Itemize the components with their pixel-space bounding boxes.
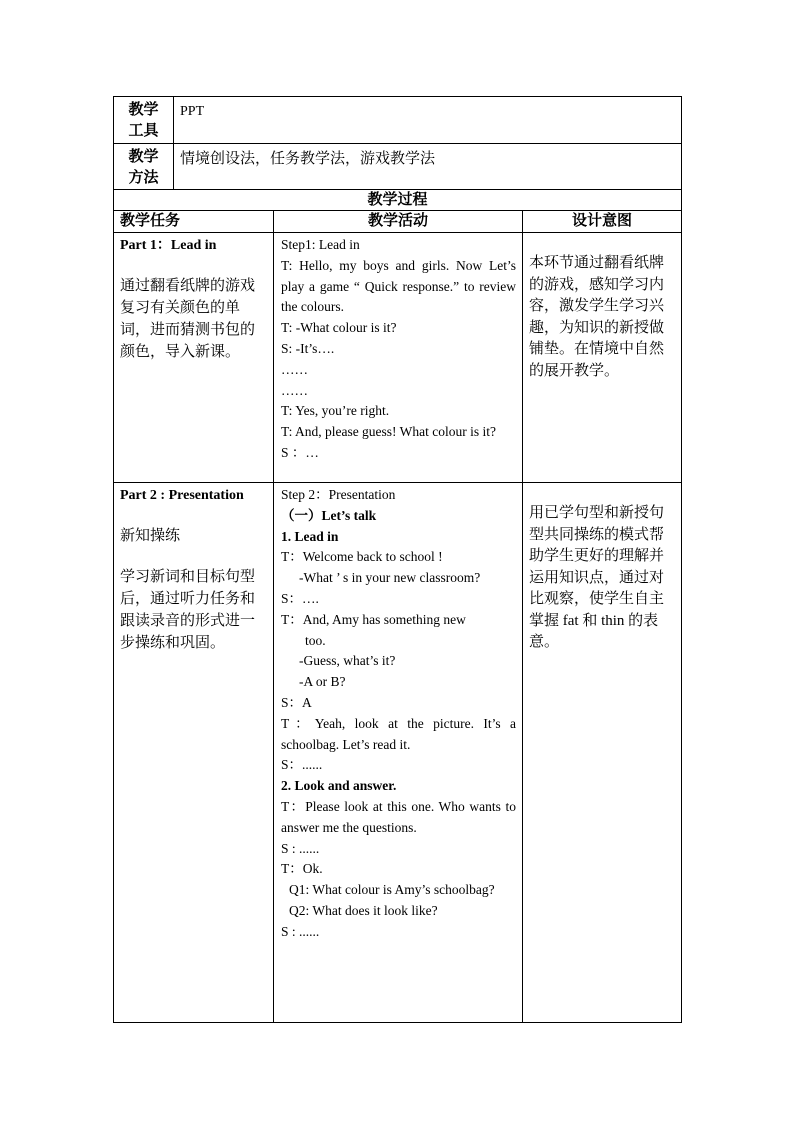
activity-line: T：Please look at this one. Who wants to answer me the questions. <box>281 798 516 835</box>
activity-line: Q2: What does it look like? <box>289 902 438 918</box>
activity-line: S：A <box>281 694 312 710</box>
part2-row <box>114 483 682 1023</box>
activity-line: T: -What colour is it? <box>281 320 397 336</box>
activity-line: T：Ok. <box>281 861 323 877</box>
methods-label: 教学 方法 <box>114 144 174 190</box>
methods-value: 情境创设法，任务教学法，游戏教学法 <box>174 144 682 190</box>
activity-line: Step1: Lead in <box>281 237 360 252</box>
activity-line: Step 2：Presentation <box>281 487 396 502</box>
part1-intent-cell: 本环节通过翻看纸牌的游戏，感知学习内容，激发学生学习兴趣，为知识的新授做铺垫。在情境中自然的展开教学。 <box>523 233 682 483</box>
column-header-intent: 设计意图 <box>523 211 682 233</box>
activity-line: （一）Let’s talk <box>281 507 377 523</box>
tools-label: 教学 工具 <box>114 97 174 144</box>
part2-desc: 学习新词和目标句型后，通过听力任务和跟读录音的形式进一步操练和巩固。 <box>120 569 256 651</box>
process-title: 教学过程 <box>114 190 682 211</box>
column-header-task: 教学任务 <box>114 211 274 233</box>
part1-desc: 通过翻看纸牌的游戏复习有关颜色的单词，进而猜测书包的颜色，导入新课。 <box>120 278 256 360</box>
activity-line: Q1: What colour is Amy’s schoolbag? <box>289 882 495 898</box>
activity-line: T: Yes, you’re right. <box>281 403 390 419</box>
column-header-row <box>114 211 682 233</box>
activity-line: 1. Lead in <box>281 528 339 544</box>
activity-line: T: And, please guess! What colour is it? <box>281 424 497 440</box>
part2-sub: 新知操练 <box>120 528 181 544</box>
tools-row <box>114 97 682 144</box>
activity-line: S ：… <box>281 444 319 460</box>
activity-line: T：And, Amy has something new <box>281 611 466 627</box>
part1-activity-cell <box>274 233 523 483</box>
part2-task-cell <box>114 483 274 1023</box>
methods-row <box>114 144 682 190</box>
activity-line: -Guess, what’s it? <box>299 653 396 669</box>
activity-line: -What ’ s in your new classroom? <box>299 570 481 586</box>
part2-title: Part 2 : Presentation <box>120 488 244 503</box>
activity-line: …… <box>281 361 308 377</box>
activity-line: 2. Look and answer. <box>281 778 397 794</box>
part1-task-cell <box>114 233 274 483</box>
lesson-plan-table <box>113 96 682 1023</box>
activity-line: S：…. <box>281 590 319 606</box>
activity-line: T: Hello, my boys and girls. Now Let’s play a game “ Quick response.” to review the colours. <box>281 257 516 315</box>
activity-line: …… <box>281 382 308 398</box>
part2-activity-cell <box>274 483 523 1023</box>
part2-intent-cell: 用已学句型和新授句型共同操练的模式帮助学生更好的理解并运用知识点，通过对比观察，使学生自主掌握 fat 和 thin 的表意。 <box>523 483 682 1023</box>
activity-line: T：Yeah, look at the picture. It’s a schoolbag. Let’s read it. <box>281 715 516 752</box>
activity-line: S : ...... <box>281 840 320 856</box>
activity-line: -A or B? <box>299 674 346 690</box>
column-header-activity: 教学活动 <box>274 211 523 233</box>
part1-title: Part 1：Lead in <box>120 238 217 253</box>
activity-line: S : ...... <box>281 923 320 939</box>
activity-line: too. <box>305 632 326 648</box>
activity-line: S: -It’s…. <box>281 340 335 356</box>
activity-line: T：Welcome back to school ! <box>281 549 443 565</box>
part1-row <box>114 233 682 483</box>
activity-line: S：...... <box>281 757 323 773</box>
lesson-plan-page <box>113 96 681 1023</box>
tools-value: PPT <box>174 97 682 144</box>
